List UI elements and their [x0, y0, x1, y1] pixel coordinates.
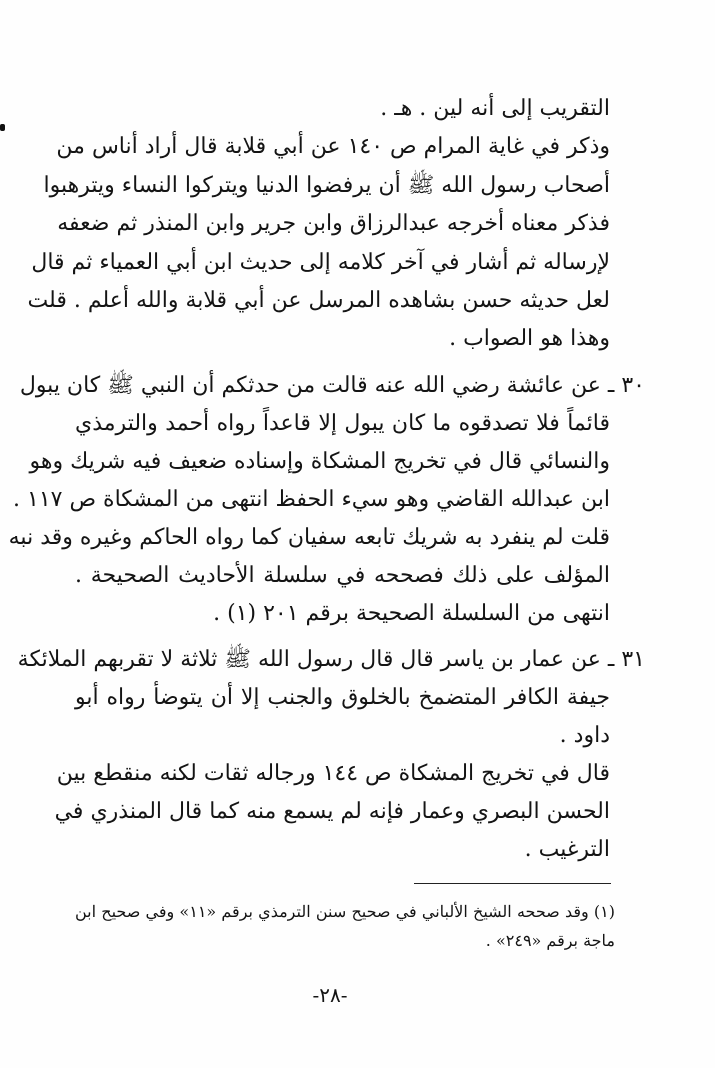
text-line: لعل حديثه حسن بشاهده المرسل عن أبي قلابة والله أعلم . قلت [27, 288, 610, 313]
text-line: الترغيب . [524, 837, 610, 862]
text-line: أصحاب رسول الله ﷺ أن يرفضوا الدنيا ويتركوا النساء ويترهبوا [43, 173, 610, 198]
text-line: انتهى من السلسلة الصحيحة برقم ٢٠١ (١) . [213, 601, 610, 626]
text-line: المؤلف على ذلك فصححه في سلسلة الأحاديث الصحيحة . [75, 563, 610, 588]
text-line: قال في تخريج المشكاة ص ١٤٤ ورجاله ثقات لكنه منقطع بين [56, 761, 610, 786]
footnote-divider [414, 883, 611, 884]
text-line: ٣٠ ـ عن عائشة رضي الله عنه قالت من حدثكم أن النبي ﷺ كان يبول [19, 373, 645, 398]
text-line: وهذا هو الصواب . [449, 326, 610, 351]
text-line: داود . [559, 723, 610, 748]
page-number: -٢٨- [312, 983, 348, 1007]
text-line: ابن عبدالله القاضي وهو سيء الحفظ انتهى من المشكاة ص ١١٧ . [13, 487, 610, 512]
margin-mark [0, 124, 5, 131]
text-line: التقريب إلى أنه لين . هـ . [380, 96, 610, 121]
text-line: جيفة الكافر المتضمخ بالخلوق والجنب إلا أن يتوضأ رواه أبو [75, 685, 610, 710]
text-line: وذكر في غاية المرام ص ١٤٠ عن أبي قلابة قال أراد أناس من [56, 134, 610, 159]
text-line: قلت لم ينفرد به شريك تابعه سفيان كما رواه الحاكم وغيره وقد نبه [8, 525, 610, 550]
text-line: قائماً فلا تصدقوه ما كان يبول إلا قاعداً رواه أحمد والترمذي [75, 411, 610, 436]
text-line: الحسن البصري وعمار فإنه لم يسمع منه كما قال المنذري في [54, 799, 610, 824]
text-line: لإرساله ثم أشار في آخر كلامه إلى حديث ابن أبي العمياء ثم قال [31, 250, 610, 275]
text-line: ٣١ ـ عن عمار بن ياسر قال قال رسول الله ﷺ ثلاثة لا تقربهم الملائكة [17, 647, 645, 672]
footnote-line: (١) وقد صححه الشيخ الألباني في صحيح سنن الترمذي برقم «١١» وفي صحيح ابن [75, 902, 616, 921]
text-line: والنسائي قال في تخريج المشكاة وإسناده ضعيف فيه شريك وهو [29, 449, 610, 474]
text-line: فذكر معناه أخرجه عبدالرزاق وابن جرير وابن المنذر ثم ضعفه [57, 211, 610, 236]
footnote-line: ماجة برقم «٢٤٩» . [485, 931, 615, 950]
